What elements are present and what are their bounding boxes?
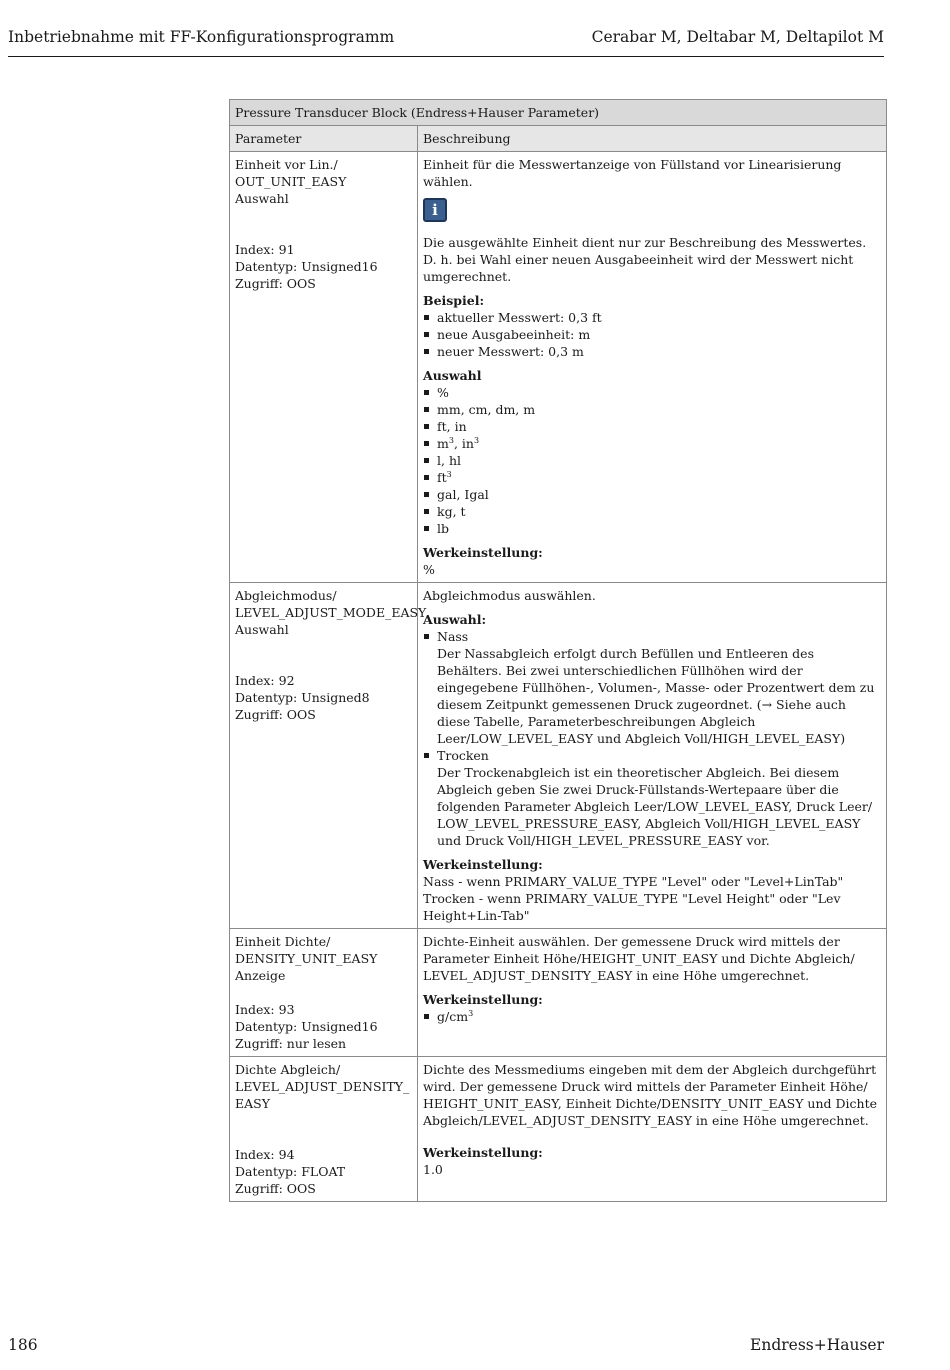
- choice-list: [423, 384, 881, 537]
- unit-sup: 3: [446, 469, 452, 479]
- product-title: Cerabar M, Deltabar M, Deltapilot M: [591, 28, 884, 46]
- unit-in3: , in: [453, 436, 474, 451]
- unit-m3: m: [437, 436, 449, 451]
- param-id: LEVEL_ADJUST_MODE_EASY: [235, 605, 427, 620]
- description-text: Abgleichmodus auswählen.: [423, 588, 596, 603]
- description-cell: [418, 152, 887, 583]
- list-item: aktueller Messwert: 0,3 ft: [423, 309, 881, 326]
- list-item: lb: [423, 520, 881, 537]
- footer-brand: Endress+Hauser: [750, 1336, 884, 1354]
- param-id: LEVEL_ADJUST_DENSITY_EASY: [235, 1079, 410, 1111]
- column-header-description: Beschreibung: [418, 126, 887, 152]
- param-access: Zugriff: OOS: [235, 276, 316, 291]
- list-item: [423, 628, 881, 747]
- table-row: [230, 152, 887, 583]
- default-label: Werkeinstellung:: [423, 857, 543, 872]
- param-datatype: Datentyp: FLOAT: [235, 1164, 346, 1179]
- list-item: ft, in: [423, 418, 881, 435]
- param-datatype: Datentyp: Unsigned8: [235, 690, 370, 705]
- list-item: l, hl: [423, 452, 881, 469]
- option-title: Nass: [437, 629, 469, 644]
- unit-sup: 3: [468, 1008, 474, 1018]
- page-number: 186: [8, 1336, 38, 1354]
- option-text: Der Trockenabgleich ist ein theoretischer Abgleich. Bei diesem Abgleich geben Sie zwei Druck-Füllstands-Wertepaare über die folgenden Parameter Abgleich Leer/LOW_LEVEL_EASY, Druck Leer/ LOW_LEVEL_PRESSURE_EASY, Abgleich Voll/HIGH_LEVEL_EASY und Druck Voll/HIGH_LEVEL_PRESSURE_EASY vor.: [437, 765, 873, 848]
- default-value: Nass - wenn PRIMARY_VALUE_TYPE "Level" oder "Level+LinTab": [423, 874, 844, 889]
- unit-sup: 3: [448, 435, 454, 445]
- default-value: Trocken - wenn PRIMARY_VALUE_TYPE "Level Height" oder "Lev Height+Lin-Tab": [423, 891, 841, 923]
- section-title: Inbetriebnahme mit FF-Konfigurationsprogramm: [8, 28, 395, 46]
- option-text: Der Nassabgleich erfolgt durch Befüllen und Entleeren des Behälters. Bei zwei unterschiedlichen Füllhöhen wird der eingegebene Füllhöhen-, Volumen-, Masse- oder Prozentwert dem zu diesem Zeitpunkt gemessenen Druck zugeordnet. (→ Siehe auch diese Tabelle, Parameterbeschreibungen Abgleich Leer/LOW_LEVEL_EASY und Abgleich Voll/HIGH_LEVEL_EASY): [437, 646, 875, 746]
- param-name: Einheit vor Lin./: [235, 157, 338, 172]
- param-type: Auswahl: [235, 191, 289, 206]
- description-text: Einheit für die Messwertanzeige von Füllstand vor Linearisierung wählen.: [423, 157, 842, 189]
- param-name: Abgleichmodus/: [235, 588, 337, 603]
- description-cell: [418, 583, 887, 929]
- choice-label: Auswahl: [423, 368, 482, 383]
- list-item: %: [423, 384, 881, 401]
- option-title: Trocken: [437, 748, 489, 763]
- note-text: Die ausgewählte Einheit dient nur zur Beschreibung des Messwertes. D. h. bei Wahl einer neuen Ausgabeeinheit wird der Messwert nicht umgerechnet.: [423, 235, 867, 284]
- list-item: [423, 1008, 881, 1025]
- table-title: Pressure Transducer Block (Endress+Hauser Parameter): [230, 100, 887, 126]
- example-label: Beispiel:: [423, 293, 485, 308]
- description-cell: [418, 929, 887, 1057]
- choice-list: [423, 628, 881, 849]
- table-row: [230, 583, 887, 929]
- description-text: Dichte-Einheit auswählen. Der gemessene Druck wird mittels der Parameter Einheit Höhe/HEIGHT_UNIT_EASY und Dichte Abgleich/ LEVEL_ADJUST_DENSITY_EASY in eine Höhe umgerechnet.: [423, 934, 855, 983]
- param-id: OUT_UNIT_EASY: [235, 174, 347, 189]
- param-datatype: Datentyp: Unsigned16: [235, 1019, 378, 1034]
- choice-label: Auswahl:: [423, 612, 487, 627]
- table-title-row: [230, 100, 887, 126]
- list-item: neuer Messwert: 0,3 m: [423, 343, 881, 360]
- parameter-cell: [230, 929, 418, 1057]
- parameter-cell: [230, 1057, 418, 1202]
- list-item: [423, 435, 881, 452]
- param-index: Index: 93: [235, 1002, 295, 1017]
- param-index: Index: 94: [235, 1147, 295, 1162]
- param-datatype: Datentyp: Unsigned16: [235, 259, 378, 274]
- info-icon: i: [423, 198, 447, 222]
- default-value: 1.0: [423, 1162, 443, 1177]
- table-header-row: [230, 126, 887, 152]
- column-header-parameter: Parameter: [230, 126, 418, 152]
- list-item: [423, 469, 881, 486]
- description-cell: [418, 1057, 887, 1202]
- param-name: Dichte Abgleich/: [235, 1062, 341, 1077]
- list-item: kg, t: [423, 503, 881, 520]
- param-index: Index: 92: [235, 673, 295, 688]
- param-index: Index: 91: [235, 242, 295, 257]
- list-item: mm, cm, dm, m: [423, 401, 881, 418]
- list-item: [423, 747, 881, 849]
- default-label: Werkeinstellung:: [423, 545, 543, 560]
- default-label: Werkeinstellung:: [423, 1145, 543, 1160]
- param-id: DENSITY_UNIT_EASY: [235, 951, 378, 966]
- list-item: neue Ausgabeeinheit: m: [423, 326, 881, 343]
- default-value: g/cm: [437, 1009, 469, 1024]
- unit-sup: 3: [473, 435, 480, 445]
- param-access: Zugriff: OOS: [235, 1181, 316, 1196]
- parameter-cell: [230, 583, 427, 929]
- param-type: Auswahl: [235, 622, 289, 637]
- list-item: gal, Igal: [423, 486, 881, 503]
- description-text: Dichte des Messmediums eingeben mit dem der Abgleich durchgeführt wird. Der gemessene Druck wird mittels der Parameter Einheit Höhe/ HEIGHT_UNIT_EASY, Einheit Dichte/DENSITY_UNIT_EASY und Dichte Abgleich/LEVEL_ADJUST_DENSITY_EASY in eine Höhe umgerechnet.: [423, 1062, 877, 1128]
- parameter-table: [229, 99, 887, 1202]
- default-list: [423, 1008, 881, 1025]
- example-list: [423, 309, 881, 360]
- default-value: %: [423, 562, 435, 577]
- param-type: Anzeige: [235, 968, 286, 983]
- table-row: [230, 929, 887, 1057]
- param-name: Einheit Dichte/: [235, 934, 331, 949]
- table-row: [230, 1057, 887, 1202]
- default-label: Werkeinstellung:: [423, 992, 543, 1007]
- page-header: [8, 22, 884, 57]
- param-access: Zugriff: nur lesen: [235, 1036, 347, 1051]
- param-access: Zugriff: OOS: [235, 707, 316, 722]
- parameter-cell: [230, 152, 418, 583]
- unit-ft3: ft: [437, 470, 447, 485]
